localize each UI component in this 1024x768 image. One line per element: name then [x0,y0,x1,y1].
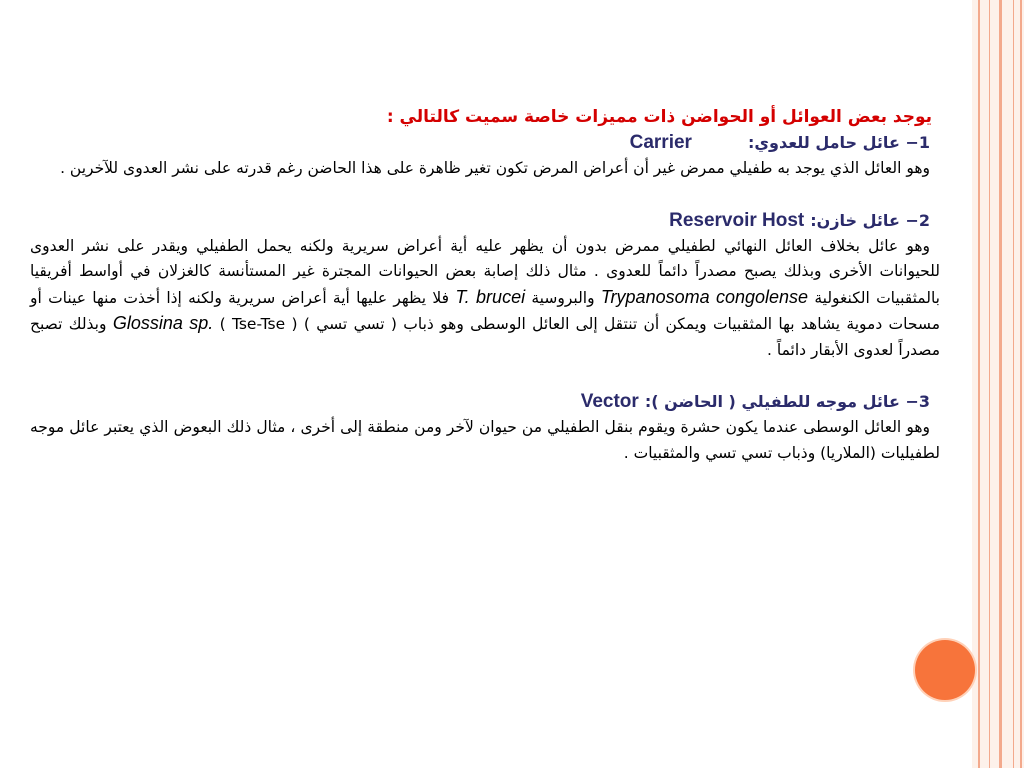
section-term: Carrier [629,132,692,153]
section-text-part: فلا يظهر عليها أية أعراض سريرية ولكنه إذا أخذت منها عينات أو مسحات دموية يشاهد بها المثقبيات ويمكن أن تنتقل إلى العائل الوسطى وهو ذباب ( تسي تسي ) ( Tse-Tse ) [30,288,941,333]
border-stripe [999,0,1002,768]
section-label: عائل حامل للعدوي: [747,133,900,152]
section-text-part: وهو عائل بخلاف العائل النهائي لطفيلي ممرض بدون أن يظهر عليه أية أعراض سريرية ولكنه يحمل الطفيلي ويقدر على نشر العدوى للحيوانات الأخرى وبذلك يصبح مصدراً دائماً للعدوى . مثال ذلك إصابة بعض الحيوانات المجترة غير المستأنسة كالغزلان في أواسط أفريقيا بالمثقبيات الكنغولية [30,236,941,307]
section-text-part: والبروسية [531,288,595,307]
border-stripe [1020,0,1022,768]
section-heading-carrier [30,130,940,156]
section-text: وهو العائل الذي يوجد به طفيلي ممرض غير أن أعراض المرض تكون تغير ظاهرة على هذا الحاضن رغم قدرته على نشر العدوى للآخرين . [60,159,930,177]
border-stripe [1013,0,1014,768]
section-label: عائل موجه للطفيلي ( الحاضن ): [644,392,900,411]
section-term: Reservoir Host [669,209,805,231]
section-heading-vector [30,389,940,415]
section-number: 3− [905,392,930,411]
decorative-border [972,0,1024,768]
section-label: عائل خازن: [810,210,900,230]
section-term: Vector [580,391,639,412]
decorative-circle [915,640,975,700]
slide-content [30,104,940,466]
species-name: Trypanosoma congolense [600,286,809,307]
species-name: Glossina sp. [112,313,214,333]
section-heading-reservoir [30,208,940,234]
section-number: 2− [905,210,930,230]
slide-title: يوجد بعض العوائل أو الحواضن ذات مميزات خاصة سميت كالتالي : [386,107,932,127]
section-text-part: وبذلك تصبح مصدراً لعدوى الأبقار دائماً . [30,315,940,359]
species-name: T. brucei [455,286,526,307]
section-text [30,234,940,364]
border-stripe [978,0,980,768]
section-number: 1− [905,133,930,152]
border-stripe [989,0,990,768]
section-text: وهو العائل الوسطى عندما يكون حشرة ويقوم بنقل الطفيلي من حيوان لآخر ومن منطقة إلى أخرى ، مثال ذلك البعوض الذي يعتبر عائل موجه لطفيليات (الملاريا) وذباب تسي تسي والمثقبيات . [30,418,940,462]
